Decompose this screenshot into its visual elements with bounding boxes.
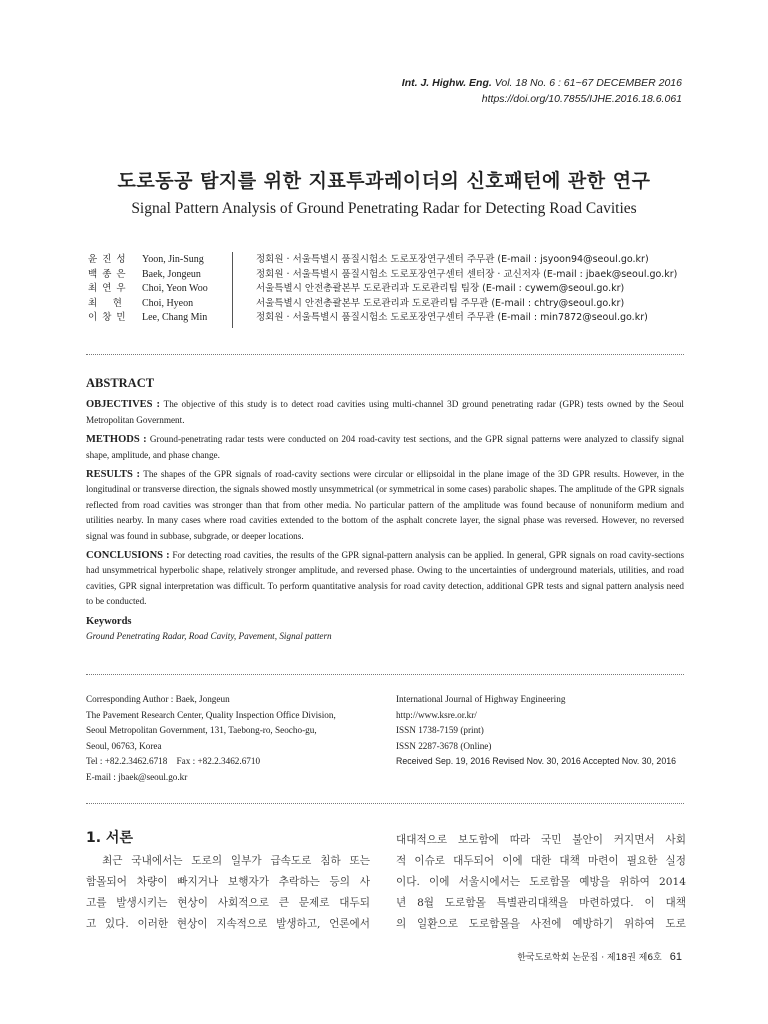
- section-divider: [86, 803, 684, 804]
- body-line: 고를 발생시키는 현상이 사회적으로 큰 문제로 대두되: [86, 897, 370, 909]
- author-row: [88, 311, 677, 326]
- author-name-en: Lee, Chang Min: [142, 312, 208, 324]
- accepted-label: Accepted: [582, 756, 620, 766]
- accepted-date: Nov. 30, 2016: [621, 756, 676, 766]
- abstract-heading: ABSTRACT: [86, 376, 155, 390]
- issn-online: ISSN 2287-3678 (Online): [396, 740, 492, 751]
- body-line: 함몰되어 차량이 빠지거나 보행자가 추락하는 등의 사: [86, 876, 370, 888]
- methods-text: Ground-penetrating radar tests were conducted on 204 road-cavity test sections, and the GPR signal patterns were analyzed to classify signal shape, amplitude, and phase change.: [86, 434, 685, 460]
- abstract-methods: [86, 432, 684, 463]
- author-row: [88, 297, 677, 312]
- abstract-section: [86, 376, 684, 645]
- page-footer: [517, 950, 682, 963]
- title-korean: 도로동공 탐지를 위한 지표투과레이더의 신호패턴에 관한 연구: [117, 170, 651, 192]
- conclusions-label: CONCLUSIONS :: [86, 550, 170, 562]
- received-label: Received: [396, 756, 433, 766]
- author-name-en: Yoon, Jin-Sung: [142, 254, 204, 265]
- author-row: [88, 253, 677, 268]
- corr-email[interactable]: E-mail : jbaek@seoul.go.kr: [86, 771, 188, 782]
- corr-line: Seoul Metropolitan Government, 131, Taebong-ro, Seocho-gu,: [86, 725, 317, 735]
- section-divider: [86, 674, 684, 675]
- author-name-en: Baek, Jongeun: [142, 268, 201, 280]
- section-heading-intro: 1. 서론: [86, 830, 133, 846]
- body-line: 대대적으로 보도함에 따라 국민 불안이 커지면서 사회: [396, 834, 686, 846]
- author-name-ko: 최 현: [88, 297, 123, 309]
- journal-name: International Journal of Highway Engineering: [396, 694, 566, 704]
- title-english: Signal Pattern Analysis of Ground Penetrating Radar for Detecting Road Cavities: [131, 200, 637, 217]
- received-date: Sep. 19, 2016: [435, 756, 490, 766]
- keywords-text: Ground Penetrating Radar, Road Cavity, Pavement, Signal pattern: [86, 631, 332, 642]
- body-line: 적 이슈로 대두되어 이에 대한 대책 마련이 필요한 실정: [396, 855, 686, 867]
- abstract-objectives: [86, 397, 684, 428]
- abstract-results: [86, 467, 684, 544]
- journal-abbrev: Int. J. Highw. Eng.: [401, 77, 492, 89]
- keywords-heading: Keywords: [86, 615, 132, 627]
- corresponding-author-block: [86, 692, 386, 785]
- author-name-ko: 백 종 은: [88, 268, 127, 280]
- body-line: 고 있다. 이러한 현상이 지속적으로 발생하고, 언론에서: [86, 918, 370, 930]
- objectives-text: The objective of this study is to detect road cavities using multi-channel 3D ground penetrating radar (GPR) tests owned by the Seoul Metropolitan Government.: [86, 399, 684, 425]
- methods-label: METHODS :: [86, 434, 147, 446]
- author-affiliation: 서울특별시 안전총괄본부 도로관리과 도로관리팀 주무관 (E-mail : chtry@seoul.go.kr): [256, 297, 625, 309]
- body-column-right: [396, 830, 686, 935]
- corr-line: Corresponding Author : Baek, Jongeun: [86, 694, 230, 704]
- page-number: 61: [669, 951, 682, 963]
- corr-line: Tel : +82.2.3462.6718 Fax : +82.2.3462.6710: [86, 756, 261, 766]
- conclusions-text: For detecting road cavities, the results of the GPR signal-pattern analysis can be applied. In general, GPR signals on road cavity-sections had unsymmetrical hyperbolic shape, relatively stronger amplitude, and reversed phase. Owing to the uncertainties of underground materials, utilities, and road cavities, GPR signal interpretation was difficult. To perform quantitative analysis for road cavity detection, additional GPR tests and signal pattern analysis need to be conducted.: [86, 550, 685, 607]
- body-column-left: [86, 851, 370, 935]
- revised-date: Nov. 30, 2016: [526, 756, 581, 766]
- author-affiliation: 서울특별시 안전총괄본부 도로관리과 도로관리팀 팀장 (E-mail : cywem@seoul.go.kr): [256, 283, 625, 295]
- author-row: [88, 282, 677, 297]
- objectives-label: OBJECTIVES :: [86, 399, 161, 411]
- corr-line: Seoul, 06763, Korea: [86, 740, 162, 751]
- author-name-ko: 윤 진 성: [88, 254, 127, 265]
- author-row: [88, 268, 677, 283]
- author-affiliation: 정회원 · 서울특별시 품질시험소 도로포장연구센터 주무관 (E-mail : min7872@seoul.go.kr): [256, 312, 648, 324]
- author-affiliation: 정회원 · 서울특별시 품질시험소 도로포장연구센터 센터장 · 교신저자 (E-mail : jbaek@seoul.go.kr): [256, 268, 678, 280]
- journal-info-block: [396, 692, 686, 770]
- doi-link[interactable]: https://doi.org/10.7855/IJHE.2016.18.6.061: [481, 93, 682, 105]
- abstract-conclusions: [86, 548, 684, 610]
- volume-info: Vol. 18 No. 6 : 61~67 DECEMBER 2016: [494, 77, 682, 89]
- footer-journal: 한국도로학회 논문집 · 제18권 제6호: [517, 953, 662, 963]
- body-line: 최근 국내에서는 도로의 일부가 급속도로 침하 또는: [86, 855, 370, 867]
- author-name-en: Choi, Hyeon: [142, 297, 194, 309]
- results-text: The shapes of the GPR signals of road-cavity sections were circular or ellipsoidal in the plane image of the 3D GPR results. However, in the longitudinal or transverse direction, the signals showed mostly unsymmetrical (or symmetrical in some cases) parabolic shapes. The amplitude of the GPR signals reflected from road cavities was stronger than that from other media. No particular pattern of the amplitude was found because of nonuniform medium and utilities nearby. In many cases where road cavities extended to the bottom of the asphalt concrete layer, the signal phase was reversed. However, no reversed signal was found in subbase, subgrade, or deeper locations.: [86, 469, 684, 541]
- author-name-en: Choi, Yeon Woo: [142, 283, 208, 295]
- results-label: RESULTS :: [86, 469, 141, 481]
- body-line: 이다. 이에 서울시에서는 도로함몰 예방을 위하여 2014: [396, 876, 686, 888]
- body-line: 년 8월 도로함몰 특별관리대책을 마련하였다. 이 대책: [396, 897, 686, 909]
- revised-label: Revised: [492, 756, 525, 766]
- journal-url[interactable]: http://www.ksre.or.kr/: [396, 709, 477, 720]
- history-dates: [396, 754, 686, 770]
- body-line: 의 일환으로 도로함몰을 사전에 예방하기 위하여 도로: [396, 918, 686, 930]
- section-divider: [86, 354, 684, 355]
- issn-print: ISSN 1738-7159 (print): [396, 725, 484, 735]
- running-header: [402, 75, 682, 107]
- author-list: [88, 253, 677, 326]
- author-affiliation: 정회원 · 서울특별시 품질시험소 도로포장연구센터 주무관 (E-mail : jsyoon94@seoul.go.kr): [256, 254, 649, 265]
- author-name-ko: 이 창 민: [88, 312, 127, 324]
- author-name-ko: 최 연 우: [88, 283, 127, 295]
- corr-line: The Pavement Research Center, Quality Inspection Office Division,: [86, 709, 336, 720]
